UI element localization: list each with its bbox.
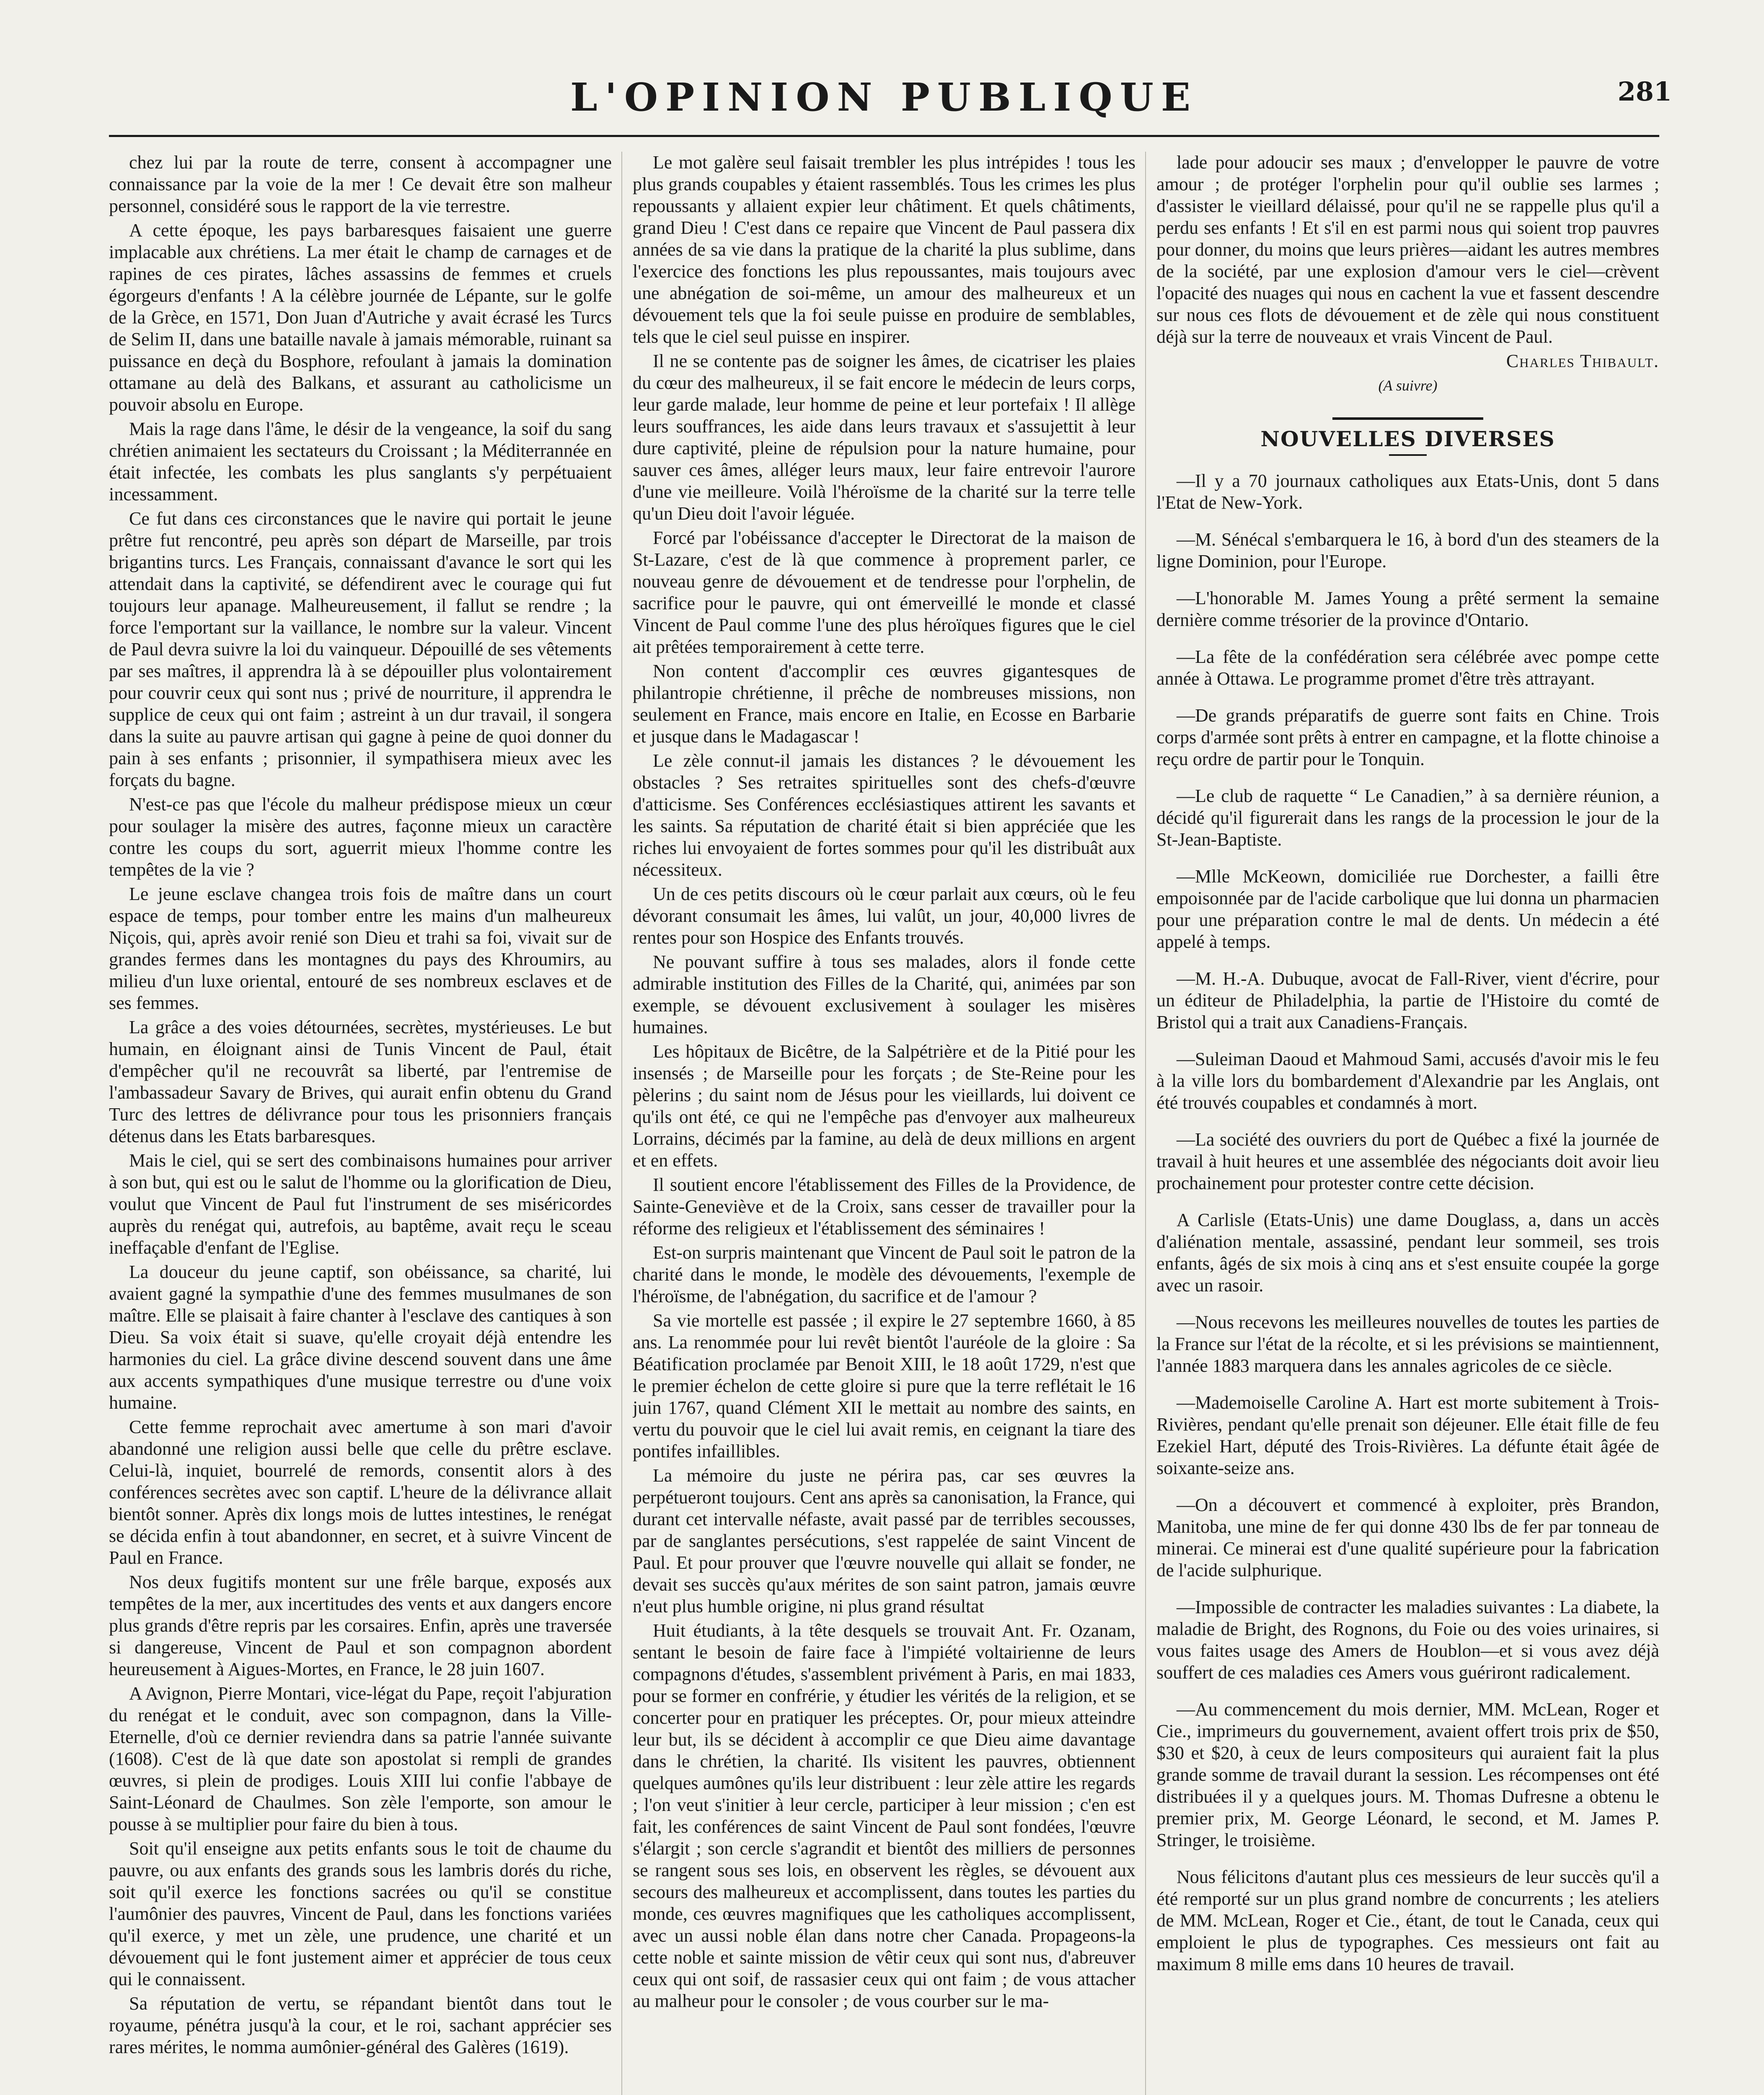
section-rule [1332, 417, 1483, 420]
article-conclusion: lade pour adoucir ses maux ; d'envelopper le pauvre de votre amour ; de protéger l'orphelin pour qu'il oublie ses larmes ; d'assister le vieillard délaissé, pour qu'il ne se rappelle plus qu'il a perdu ses enfants ! Et s'il en est parmi nous qui soient trop pauvres pour donner, du moins que leurs prières—aidant les autres membres de la société, par une explosion d'amour vers le ciel—crèvent l'opacité des nuages qui nous en cachent la vue et fassent descendre sur nous ces flots de dévouement et de zèle qui nous constituent déjà sur la terre de nouveaux et vrais Vincent de Paul. [1156, 152, 1659, 347]
article-paragraph: Ce fut dans ces circonstances que le navire qui portait le jeune prêtre fut rencontré, peu après son départ de Marseille, par trois brigantins turcs. Les Français, connaissant d'avance le sort qui les attendait dans la captivité, se défendirent avec le courage qui fut toujours leur apanage. Malheureusement, il fallut se rendre ; la force l'emportant sur la vaillance, le nombre sur la valeur. Vincent de Paul devra suivre la loi du vainqueur. Dépouillé de ses vêtements par ses maîtres, il apprendra là à se dépouiller plus volontairement pour couvrir ceux qui sont nus ; privé de nourriture, il apprendra le supplice de ceux qui ont faim ; astreint à un dur travail, il songera dans la suite au pauvre artisan qui gagne à peine de quoi donner du pain à ses enfants ; prisonnier, il sympathisera mieux avec les forçats du bagne. [109, 508, 612, 790]
article-paragraph: chez lui par la route de terre, consent à accompagner une connaissance par la voie de la mer ! Ce devait être son malheur personnel, considéré sous le rapport de la vie terrestre. [109, 152, 612, 216]
masthead-rule [109, 135, 1659, 137]
article-paragraph: Est-on surpris maintenant que Vincent de Paul soit le patron de la charité dans le monde, le modèle des dévouements, l'exemple de l'héroïsme, de l'abnégation, du sacrifice et de l'amour ? [633, 1242, 1135, 1306]
article-paragraph: Huit étudiants, à la tête desquels se trouvait Ant. Fr. Ozanam, sentant le besoin de faire face à l'impiété voltairienne de leurs compagnons d'études, s'assemblent privément à Paris, en mai 1833, pour se former en confrérie, y étudier les vérités de la religion, et se concerter pour en pratiquer les préceptes. Or, pour mieux atteindre leur but, ils se décident à accomplir ce que Dieu aime davantage dans le chrétien, la charité. Ils visitent les pauvres, obtiennent quelques aumônes qu'ils leur distribuent : leur zèle attire les regards ; l'on veut s'initier à leur cercle, participer à leur mission ; c'en est fait, les conférences de saint Vincent de Paul sont fondées, l'œuvre s'élargit ; son cercle s'agrandit et bientôt des milliers de personnes se rangent sous ses lois, en observent les règles, se dévouent aux secours des malheureux et accomplissent, dans toutes les parties du monde, ces œuvres magnifiques que les catholiques accomplissent, avec un aussi noble élan dans notre cher Canada. Propageons-la cette noble et sainte mission de vêtir ceux qui sont nus, d'abreuver ceux qui ont soif, de rassasier ceux qui ont faim ; de vous attacher au malheur pour le consoler ; de vous courber sur le ma- [633, 1620, 1135, 2011]
news-item: —Nous recevons les meilleures nouvelles de toutes les parties de la France sur l'état de la récolte, et si les prévisions se maintiennent, l'année 1883 marquera dans les annales agricoles de ce siècle. [1156, 1312, 1659, 1376]
news-item: —Impossible de contracter les maladies suivantes : La diabete, la maladie de Bright, des Rognons, du Foie ou des voies urinaires, si vous faites usage des Amers de Houblon—et si vous avez déjà souffert de ces maladies ces Amers vous guériront radicalement. [1156, 1597, 1659, 1683]
news-item: —Suleiman Daoud et Mahmoud Sami, accusés d'avoir mis le feu à la ville lors du bombardement d'Alexandrie par les Anglais, ont été trouvés coupables et condamnés à mort. [1156, 1049, 1659, 1113]
article-paragraph: La mémoire du juste ne périra pas, car ses œuvres la perpétueront toujours. Cent ans après sa canonisation, la France, qui durant cet intervalle néfaste, avait passé par de terribles secousses, par de sanglantes persécutions, s'est rappelée de saint Vincent de Paul. Et pour prouver que l'œuvre nouvelle qui allait se fonder, ne devait ses succès qu'aux mérites de son saint patron, jamais œuvre n'eut plus humble origine, ni plus grand résultat [633, 1465, 1135, 1617]
news-item: —On a découvert et commencé à exploiter, près Brandon, Manitoba, une mine de fer qui donne 430 lbs de fer par tonneau de minerai. Ce minerai est d'une qualité supérieure pour la fabrication de l'acide sulphurique. [1156, 1495, 1659, 1580]
article-column-1 [109, 152, 612, 2095]
news-list [1156, 470, 1659, 1975]
news-item: —Il y a 70 journaux catholiques aux Etats-Unis, dont 5 dans l'Etat de New-York. [1156, 471, 1659, 513]
article-paragraph: Ne pouvant suffire à tous ses malades, alors il fonde cette admirable institution des Filles de la Charité, qui, animées par son exemple, se dévouent exclusivement à soulager les misères humaines. [633, 952, 1135, 1037]
article-paragraph: Le jeune esclave changea trois fois de maître dans un court espace de temps, pour tomber entre les mains d'un malheureux Niçois, qui, après avoir renié son Dieu et trahi sa foi, vivait sur de grandes fermes dans les montagnes du pays des Khroumirs, au milieu d'un luxe oriental, entouré de ses nombreux esclaves et de ses femmes. [109, 884, 612, 1013]
article-paragraph: Sa vie mortelle est passée ; il expire le 27 septembre 1660, à 85 ans. La renommée pour lui revêt bientôt l'auréole de la gloire : Sa Béatification proclamée par Benoit XIII, le 18 août 1729, n'est que le premier échelon de cette gloire si pure que la terre reflétait le 16 juin 1767, quand Clément XII le mettait au nombre des saints, en vertu du pouvoir que le ciel lui avait remis, en ceignant la tiare des pontifes infaillibles. [633, 1310, 1135, 1461]
article-paragraph: Forcé par l'obéissance d'accepter le Directorat de la maison de St-Lazare, c'est de là que commence à proprement parler, ce nouveau genre de dévouement et de tendresse pour l'orphelin, de sacrifice pour le pauvre, qui ont émerveillé le monde et classé Vincent de Paul comme l'une des plus héroïques figures que le ciel ait prêtées temporairement à cette terre. [633, 528, 1135, 657]
article-paragraph: Un de ces petits discours où le cœur parlait aux cœurs, où le feu dévorant consumait les âmes, lui valût, un jour, 40,000 livres de rentes pour son Hospice des Enfants trouvés. [633, 884, 1135, 948]
news-item: —La société des ouvriers du port de Québec a fixé la journée de travail à huit heures et une assemblée des négociants doit avoir lieu prochainement pour protester contre cette décision. [1156, 1129, 1659, 1193]
page-number: 281 [1617, 76, 1672, 107]
article-paragraph: A cette époque, les pays barbaresques faisaient une guerre implacable aux chrétiens. La mer était le champ de carnages et de rapines de ces pirates, lâches assassins de femmes et cruels égorgeurs d'enfants ! A la célèbre journée de Lépante, sur le golfe de la Grèce, en 1571, Don Juan d'Autriche y avait écrasé les Turcs de Selim II, dans une bataille navale à jamais mémorable, ruinant sa puissance en deçà du Bosphore, refoulant à jamais la domination ottamane au delà des Balkans, et assurant au catholicisme un pouvoir absolu en Europe. [109, 220, 612, 415]
article-paragraph: N'est-ce pas que l'école du malheur prédispose mieux un cœur pour soulager la misère des autres, façonne mieux un caractère contre les coups du sort, aguerrit mieux l'homme contre les tempêtes de la vie ? [109, 794, 612, 880]
news-item: —De grands préparatifs de guerre sont faits en Chine. Trois corps d'armée sont prêts à entrer en campagne, et la flotte chinoise a reçu ordre de partir pour le Tonquin. [1156, 705, 1659, 769]
article-paragraph: Le mot galère seul faisait trembler les plus intrépides ! tous les plus grands coupables y étaient rassemblés. Tous les crimes les plus repoussants y allaient expier leur châtiment. Et quels châtiments, grand Dieu ! C'est dans ce repaire que Vincent de Paul passera dix années de sa vie dans la pratique de la charité la plus sublime, dans l'exercice des fonctions les plus repoussantes, mais toujours avec une abnégation de soi-même, un amour des malheureux et un dévouement tels que la foi seule puisse en produire de semblables, tels que le ciel seul puisse en inspirer. [633, 152, 1135, 347]
article-paragraph: Mais le ciel, qui se sert des combinaisons humaines pour arriver à son but, qui est ou le salut de l'homme ou la glorification de Dieu, voulut que Vincent de Paul fut l'instrument de ses miséricordes auprès du renégat qui, autrefois, au baptême, avait reçu le sceau ineffaçable d'enfant de l'Eglise. [109, 1150, 612, 1258]
article-paragraph: Non content d'accomplir ces œuvres gigantesques de philantropie chrétienne, il prêche de nombreuses missions, non seulement en France, mais encore en Italie, en Ecosse en Barbarie et jusque dans le Madagascar ! [633, 661, 1135, 747]
article-paragraph: La grâce a des voies détournées, secrètes, mystérieuses. Le but humain, en éloignant ainsi de Tunis Vincent de Paul, était d'empêcher qu'il ne recouvrât sa liberté, par l'entremise de l'ambassadeur Savary de Brives, qui aurait enfin obtenu du Grand Turc des lettres de délivrance pour tous les prisonniers français détenus dans les Etats barbaresques. [109, 1017, 612, 1146]
news-item: Nous félicitons d'autant plus ces messieurs de leur succès qu'il a été remporté sur un plus grand nombre de concurrents ; les ateliers de MM. McLean, Roger et Cie., étant, de tout le Canada, ceux qui emploient le plus de typographes. Ces messieurs ont fait au maximum 8 mille ems dans 10 heures de travail. [1156, 1867, 1659, 1974]
column-divider [1145, 152, 1146, 2095]
news-item: —Mademoiselle Caroline A. Hart est morte subitement à Trois-Rivières, pendant qu'elle prenait son déjeuner. Elle était fille de feu Ezekiel Hart, député des Trois-Rivières. La défunte était âgée de soixante-seize ans. [1156, 1392, 1659, 1478]
news-item: —La fête de la confédération sera célébrée avec pompe cette année à Ottawa. Le programme promet d'être très attrayant. [1156, 647, 1659, 689]
article-paragraph: Cette femme reprochait avec amertume à son mari d'avoir abandonné une religion aussi belle que celle du prêtre esclave. Celui-là, inquiet, bourrelé de remords, consentit alors à des conférences secrètes avec son captif. L'heure de la délivrance allait bientôt sonner. Après dix longs mois de luttes intestines, le renégat se décida enfin à tout abandonner, en secret, et à suivre Vincent de Paul en France. [109, 1417, 612, 1568]
news-item: —M. H.-A. Dubuque, avocat de Fall-River, vient d'écrire, pour un éditeur de Philadelphia, la partie de l'Histoire du comté de Bristol qui a trait aux Canadiens-Français. [1156, 968, 1659, 1032]
to-be-continued: (A suivre) [1378, 377, 1438, 394]
article-paragraph: Les hôpitaux de Bicêtre, de la Salpétrière et de la Pitié pour les insensés ; de Marseille pour les forçats ; de Ste-Reine pour les pèlerins ; du saint nom de Jésus pour les vieillards, lui doivent ce qu'ils ont été, ce qui ne l'empêche pas d'envoyer aux malheureux Lorrains, décimés par la famine, au delà de deux millions en argent et en effets. [633, 1041, 1135, 1171]
article-column-3 [1156, 152, 1659, 2095]
article-column-2 [633, 152, 1135, 2095]
news-item: A Carlisle (Etats-Unis) une dame Douglass, a, dans un accès d'aliénation mentale, assassiné, pendant leur sommeil, ses trois enfants, âgés de six mois à cinq ans et s'est ensuite coupée la gorge avec un rasoir. [1156, 1210, 1659, 1296]
article-paragraph: Il ne se contente pas de soigner les âmes, de cicatriser les plaies du cœur des malheureux, il se fait encore le médecin de leurs corps, leur garde malade, leur homme de peine et leur portefaix ! Il allège leurs souffrances, les aide dans leurs travaux et s'assujettit à leur dure captivité, pleine de répulsion pour la nature humaine, pour sauver ces âmes, alléger leurs maux, leur faire entrevoir l'aurore d'une vie meilleure. Voilà l'héroïsme de la charité sur la terre telle qu'un Dieu doit l'avoir léguée. [633, 351, 1135, 524]
article-paragraph: Sa réputation de vertu, se répandant bientôt dans tout le royaume, pénétra jusqu'à la cour, et le roi, sachant apprécier ses rares mérites, le nomma aumônier-général des Galères (1619). [109, 1993, 612, 2057]
section-rule-short [1389, 454, 1427, 456]
masthead [109, 75, 1672, 142]
column-divider [621, 152, 622, 2095]
article-paragraph: Nos deux fugitifs montent sur une frêle barque, exposés aux tempêtes de la mer, aux incertitudes des vents et aux dangers encore plus grands d'être repris par les corsaires. Enfin, après une traversée si dangereuse, Vincent de Paul et son compagnon abordent heureusement à Aigues-Mortes, en France, le 28 juin 1607. [109, 1572, 612, 1679]
news-item: —L'honorable M. James Young a prêté serment la semaine dernière comme trésorier de la province d'Ontario. [1156, 588, 1659, 630]
news-item: —Mlle McKeown, domiciliée rue Dorchester, a failli être empoisonnée par de l'acide carbolique que lui donna un pharmacien pour une préparation contre le mal de dents. Un médecin a été appelé à temps. [1156, 866, 1659, 952]
article-paragraph: La douceur du jeune captif, son obéissance, sa charité, lui avaient gagné la sympathie d'une des femmes musulmanes de son maître. Elle se plaisait à faire chanter à l'esclave des cantiques à son Dieu. Sa voix était si suave, qu'elle croyait déjà entendre les harmonies du ciel. La grâce divine descend souvent dans une âme aux accents sympathiques d'une musique terrestre ou d'une voix humaine. [109, 1262, 612, 1413]
article-paragraph: A Avignon, Pierre Montari, vice-légat du Pape, reçoit l'abjuration du renégat et le conduit, avec son compagnon, dans la Ville-Eternelle, d'où ce dernier reviendra dans sa patrie l'année suivante (1608). C'est de là que date son apostolat si rempli de grandes œuvres, si plein de prodiges. Louis XIII lui confie l'abbaye de Saint-Léonard de Chaulmes. Son zèle l'emporte, son amour le pousse à se multiplier pour faire du bien à tous. [109, 1683, 612, 1834]
section-title: NOUVELLES DIVERSES [1260, 427, 1555, 451]
newspaper-title: L'OPINION PUBLIQUE [570, 75, 1198, 120]
article-paragraph: Il soutient encore l'établissement des Filles de la Providence, de Sainte-Geneviève et de la Croix, sans cesser de travailler pour la réforme des religieux et l'établissement des séminaires ! [633, 1174, 1135, 1239]
news-item: —Le club de raquette “ Le Canadien,” à sa dernière réunion, a décidé qu'il figurerait dans les rangs de la procession le jour de la St-Jean-Baptiste. [1156, 786, 1659, 850]
news-item: —Au commencement du mois dernier, MM. McLean, Roger et Cie., imprimeurs du gouvernement, avaient offert trois prix de $50, $30 et $20, à ceux de leurs compositeurs qui auraient fait la plus grande somme de travail durant la session. Les récompenses ont été distribuées il y a quelques jours. M. Thomas Dufresne a obtenu le premier prix, M. George Léonard, le second, et M. James P. Stringer, le troisième. [1156, 1699, 1659, 1850]
news-item: —M. Sénécal s'embarquera le 16, à bord d'un des steamers de la ligne Dominion, pour l'Europe. [1156, 529, 1659, 572]
article-paragraph: Le zèle connut-il jamais les distances ? le dévouement les obstacles ? Ses retraites spirituelles sont des chefs-d'œuvre d'atticisme. Ses Conférences ecclésiastiques attirent les savants et les saints. Sa réputation de charité était si bien appréciée que les riches lui envoyaient de fortes sommes pour qu'il les distribuât aux nécessiteux. [633, 750, 1135, 880]
article-paragraph: Soit qu'il enseigne aux petits enfants sous le toit de chaume du pauvre, ou aux enfants des grands sous les lambris dorés du riche, soit qu'il exerce les fonctions sacrées ou qu'il se constitue l'aumônier des pauvres, Vincent de Paul, dans les fonctions variées qu'il exerce, y met un zèle, une prudence, une charité et un dévouement qui le font justement aimer et apprécier de tous ceux qui le connaissent. [109, 1838, 612, 1989]
article-paragraph: Mais la rage dans l'âme, le désir de la vengeance, la soif du sang chrétien animaient les sectateurs du Croissant ; la Méditerrannée en était infectée, les combats les plus sanglants s'y perpétuaient incessamment. [109, 419, 612, 504]
author-signature: Charles Thibault. [1506, 351, 1659, 371]
